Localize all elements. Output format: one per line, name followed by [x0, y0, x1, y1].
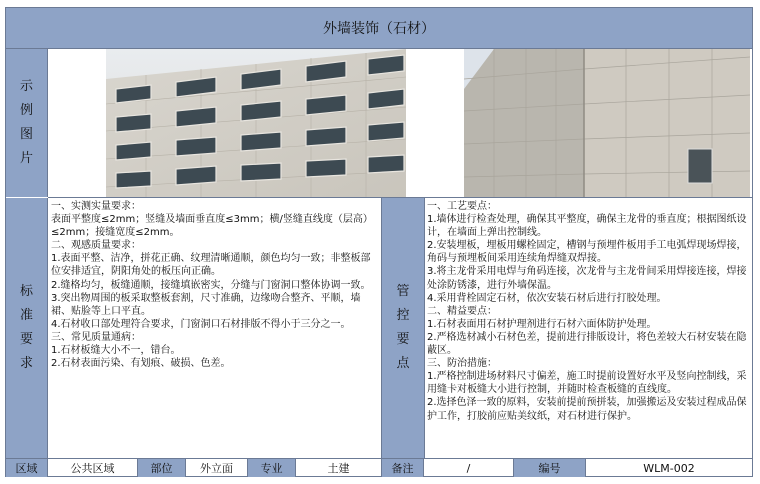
control-label-char: 管 [396, 284, 410, 299]
code-value: WLM-002 [643, 461, 695, 475]
control-label-char: 控 [396, 308, 410, 323]
sheet-title: 外墙装饰（石材） [6, 8, 752, 49]
photo-label-char: 片 [19, 151, 33, 166]
standards-label-char: 求 [19, 356, 33, 371]
example-photos [48, 49, 752, 198]
photo-label-char: 例 [19, 103, 33, 118]
photo-label-char: 图 [19, 127, 33, 142]
part-label: 部位 [138, 459, 186, 477]
part-value: 外立面 [186, 459, 248, 477]
photo-section-label [6, 49, 48, 197]
photo-label-char: 示 [19, 79, 33, 94]
standards-section-label [6, 198, 48, 458]
footer-row [6, 458, 752, 477]
standards-label-char: 要 [19, 332, 33, 347]
control-label-char: 点 [396, 356, 410, 371]
remark-value: / [424, 459, 514, 477]
standards-text: 一、实测实量要求： 表面平整度≤2mm；竖缝及墙面垂直度≤3mm；横/竖缝直线度（层高）≤2mm；接缝宽度≤2mm。 二、观感质量要求： 1.表面平整、洁净，拼花正确、纹理清晰通顺，颜色均匀一致；非整板部位安排适宜，阴阳角处的板压向正确。 2.缝格均匀，板缝通顺，接缝填嵌密实，分缝与门窗洞口整体协调一致。 3.突出物周围的板采取整板套割，尺寸准确，边缘吻合整齐、平顺，墙裙、贴脸等上口平直。 4.石材收口部处理符合要求，门窗洞口石材排版不得小于三分之一。 三、常见质量通病： 1.石材板缝大小不一，错台。 2.石材表面污染、有划痕、破损、色差。 [51, 201, 373, 370]
standards-label-char: 准 [19, 308, 33, 323]
major-label: 专业 [248, 459, 296, 477]
control-points-text: 一、工艺要点： 1.墙体进行检查处理，确保其平整度，确保主龙骨的垂直度；根据图纸设计，在墙面上弹出控制线。 2.安装埋板，埋板用螺栓固定，槽钢与预埋件板用手工电弧焊现场焊接，角码与预埋板间采用连续角焊缝双焊接。 3.将主龙骨采用电焊与角码连接，次龙骨与主龙骨间采用焊接连接，焊接处涂防锈漆，进行外墙保温。 4.采用背栓固定石材，依次安装石材后进行打胶处理。 二、精益要点： 1.石材表面用石材护理剂进行石材六面体防护处理。 2.严格选材减小石材色差，提前进行排版设计，将色差较大石材安装在隐蔽区。 三、防治措施： 1.严格控制进场材料尺寸偏差，施工时提前设置好水平及竖向控制线，采用缝卡对板缝大小进行控制，并随时检查板缝的直线度。 2.选择色泽一致的原料，安装前提前预拼装，加强搬运及安装过程成品保护工作，打胶前应贴美纹纸，对石材进行保护。 [427, 201, 747, 422]
major-value: 土建 [296, 459, 382, 477]
area-label: 区域 [6, 459, 48, 477]
remark-label: 备注 [382, 459, 424, 477]
code-label: 编号 [514, 459, 586, 477]
area-value: 公共区域 [48, 459, 138, 477]
quality-standard-sheet [5, 7, 753, 477]
facade-photo-1 [106, 49, 406, 197]
standards-label-char: 标 [19, 284, 33, 299]
control-label-char: 要 [396, 332, 410, 347]
control-section-label [381, 198, 425, 458]
facade-photo-2 [464, 49, 750, 197]
